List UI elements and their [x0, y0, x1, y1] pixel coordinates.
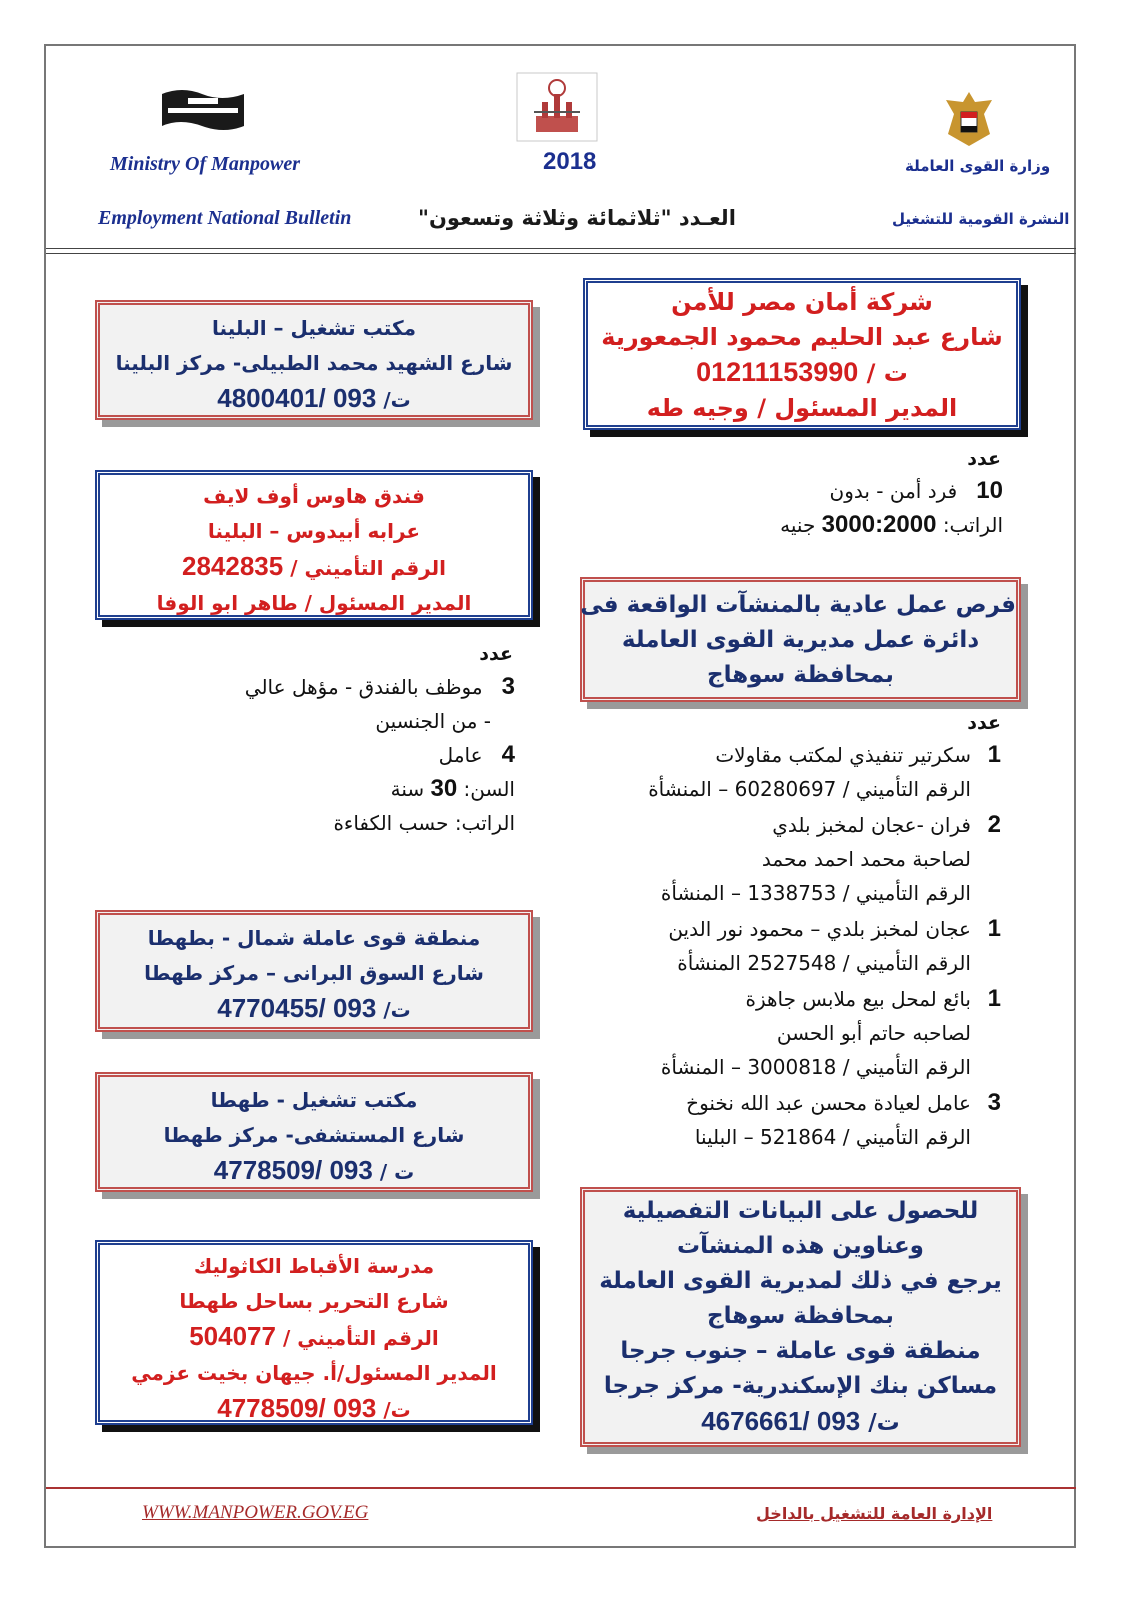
job-row [245, 670, 515, 704]
regular-jobs-box [580, 577, 1021, 702]
box-phone [585, 1404, 1016, 1441]
office-phone [100, 1153, 528, 1190]
insurance-label: الرقم التأميني / [282, 1326, 439, 1350]
job-title: عامل [438, 743, 483, 767]
box-line: بمحافظة سوهاج [707, 662, 894, 688]
job-title: موظف بالفندق - مؤهل عالي [244, 675, 483, 699]
phone-number: 093 /4800401 [217, 383, 377, 413]
job-line: عجان لمخبز بلدي – محمود نور الدين [668, 917, 971, 941]
school-name: مدرسة الأقباط الكاثوليك [193, 1254, 435, 1278]
job-line: الرقم التأميني / 3000818 – المنشأة [660, 1055, 971, 1079]
job-row [830, 474, 1003, 508]
job-line: الرقم التأميني / 521864 – البلينا [694, 1125, 971, 1149]
job-line: عامل لعيادة محسن عبد الله نخنوخ [686, 1091, 971, 1115]
insurance-number: 2842835 [181, 551, 284, 581]
job-count: 2 [987, 811, 1001, 838]
issue-number: العـدد "ثلاثمائة وثلاثة وتسعون" [418, 206, 736, 230]
job-line: لصاحبه حاتم أبو الحسن [776, 1021, 971, 1045]
job-line: الرقم التأميني / 2527548 المنشأة [677, 951, 971, 975]
insurance-label: الرقم التأميني / [290, 556, 446, 580]
school-manager: المدير المسئول/أ. جيهان بخيت عزمي [131, 1361, 497, 1385]
office-title: منطقة قوى عاملة شمال - بطهطا [147, 926, 481, 950]
box-line: فرص عمل عادية بالمنشآت الواقعة فى [580, 592, 1016, 618]
ministry-name-ar: وزارة القوى العاملة [905, 157, 1051, 175]
header-divider [46, 248, 1076, 249]
phone-prefix: ت/ [868, 1410, 900, 1436]
balyana-office-card [95, 300, 533, 420]
job-line: الرقم التأميني / 60280697 – المنشأة [648, 777, 971, 801]
hotel-name: فندق هاوس أوف لايف [203, 484, 425, 508]
office-address: شارع السوق البرانى – مركز طهطا [144, 961, 484, 985]
phone-number: 01211153990 [696, 357, 859, 387]
box-line: وعناوين هذه المنشآت [677, 1233, 924, 1259]
amaan-company-card [583, 278, 1021, 430]
issue-year: 2018 [543, 148, 597, 175]
company-address: شارع عبد الحليم محمود الجمعورية [601, 323, 1003, 351]
bulletin-name-ar: النشرة القومية للتشغيل [892, 210, 1070, 228]
office-address: شارع المستشفى- مركز طهطا [163, 1123, 465, 1147]
box-line: للحصول على البيانات التفصيلية [622, 1198, 979, 1224]
hotel-card [95, 470, 533, 620]
count-header: عدد [967, 448, 1001, 470]
job-count: 3 [501, 673, 515, 700]
office-phone [100, 991, 528, 1028]
insurance-number: 504077 [189, 1321, 276, 1351]
job-count: 1 [987, 915, 1001, 942]
job-count: 1 [987, 985, 1001, 1012]
age-unit: سنة [390, 777, 425, 801]
office-phone [100, 381, 528, 418]
job-line: سكرتير تنفيذي لمكتب مقاولات [715, 743, 971, 767]
footer-divider [46, 1487, 1076, 1489]
department-name: الإدارة العامة للتشغيل بالداخل [756, 1504, 993, 1523]
ministry-emblem-icon [516, 72, 598, 142]
job-line: فران -عجان لمخبز بلدي [772, 813, 971, 837]
count-header: عدد [479, 643, 513, 665]
salary-unit: جنيه [780, 513, 816, 537]
bulletin-name-en: Employment National Bulletin [98, 207, 352, 229]
job-line: الرقم التأميني / 1338753 – المنشأة [660, 881, 971, 905]
job-count: 3 [987, 1089, 1001, 1116]
job-count: 4 [501, 741, 515, 768]
age-value: 30 [430, 775, 458, 802]
salary-label: الراتب: [942, 513, 1003, 537]
job-row [439, 738, 515, 772]
age-row [391, 772, 515, 806]
job-line: بائع لمحل بيع ملابس جاهزة [745, 987, 971, 1011]
hotel-manager: المدير المسئول / طاهر ابو الوفا [156, 591, 472, 615]
job-count: 10 [976, 477, 1003, 504]
phone-prefix: ت/ [383, 998, 411, 1022]
ministry-name-en: Ministry Of Manpower [110, 153, 301, 175]
box-line: منطقة قوى عاملة – جنوب جرجا [620, 1338, 981, 1364]
hotel-insurance [100, 549, 528, 586]
header-divider-double [46, 253, 1076, 254]
website-link[interactable]: WWW.MANPOWER.GOV.EG [142, 1502, 369, 1523]
company-manager: المدير المسئول / وجيه طه [646, 394, 958, 422]
office-title: مكتب تشغيل – البلينا [212, 316, 416, 340]
school-address: شارع التحرير بساحل طهطا [179, 1289, 449, 1313]
box-line: دائرة عمل مديرية القوى العاملة [621, 627, 980, 653]
flag-logo-icon [158, 86, 248, 134]
tahta-north-card [95, 910, 533, 1032]
hotel-address: عرابه أبيدوس – البلينا [207, 519, 421, 543]
office-address: شارع الشهيد محمد الطبيلى- مركز البلينا [115, 351, 513, 375]
phone-number: 093 /4676661 [701, 1406, 861, 1436]
job-count: 1 [987, 741, 1001, 768]
office-title: مكتب تشغيل - طهطا [210, 1088, 418, 1112]
salary-value: حسب الكفاءة [333, 811, 449, 835]
school-card [95, 1240, 533, 1425]
salary-row [333, 806, 515, 840]
phone-number: 093 /4770455 [217, 993, 377, 1023]
count-header: عدد [967, 712, 1001, 734]
phone-number: 093 /4778509 [213, 1155, 373, 1185]
salary-row [780, 508, 1003, 542]
school-phone [100, 1391, 528, 1428]
phone-number: 093 /4778509 [217, 1393, 377, 1423]
eagle-emblem-icon [940, 88, 998, 150]
salary-value: 3000:2000 [821, 511, 937, 538]
job-note: - من الجنسين [375, 709, 491, 733]
school-insurance [100, 1319, 528, 1356]
box-line: مساكن بنك الإسكندرية- مركز جرجا [603, 1373, 998, 1399]
tahta-office-card [95, 1072, 533, 1192]
age-label: السن: [463, 777, 515, 801]
box-line: بمحافظة سوهاج [707, 1303, 894, 1329]
salary-label: الراتب: [454, 811, 515, 835]
phone-prefix: ت/ [383, 388, 411, 412]
job-line: لصاحبة محمد احمد محمد [761, 847, 971, 871]
box-line: يرجع في ذلك لمديرية القوى العاملة [599, 1268, 1002, 1294]
company-phone [588, 355, 1016, 391]
company-name: شركة أمان مصر للأمن [671, 288, 933, 316]
info-box [580, 1187, 1021, 1447]
phone-prefix: ت / [379, 1160, 415, 1184]
phone-prefix: ت/ [383, 1398, 411, 1422]
phone-prefix: ت / [866, 359, 908, 387]
job-title: فرد أمن - بدون [829, 479, 958, 503]
